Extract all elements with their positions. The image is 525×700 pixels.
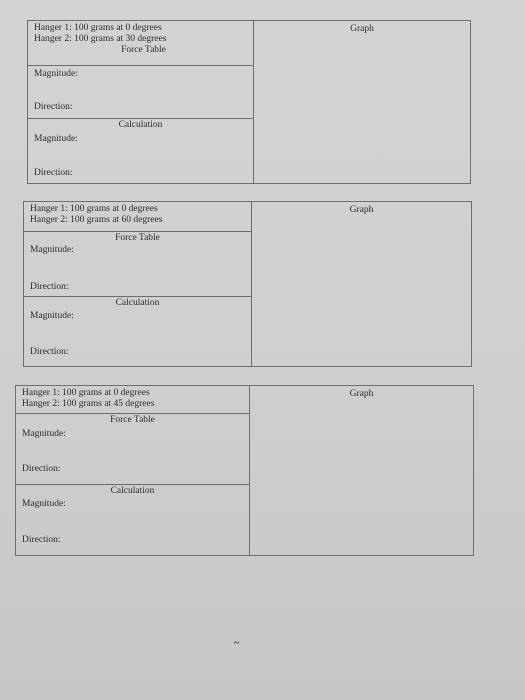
magnitude-label: Magnitude: [34,134,78,144]
calculation-results [24,297,251,366]
direction-label: Direction: [30,347,69,357]
page-mark: ~ [234,638,240,649]
calculation-label: Calculation [115,298,160,308]
hanger-1-text: Hanger 1: 100 grams at 0 degrees [30,204,158,214]
calculation-results [28,119,253,183]
graph-area [252,202,471,366]
calculation-label: Calculation [118,120,163,130]
magnitude-label: Magnitude: [34,69,78,79]
direction-label: Direction: [22,464,61,474]
calculation-results [16,485,249,555]
hanger-1-text: Hanger 1: 100 grams at 0 degrees [22,388,150,398]
experiment-block-1 [27,20,471,184]
force-table-panel [24,202,252,366]
graph-label: Graph [349,389,374,399]
force-table-results [16,414,249,485]
hanger-2-text: Hanger 2: 100 grams at 30 degrees [34,34,167,44]
direction-label: Direction: [34,102,73,112]
experiment-block-3 [15,385,474,556]
hanger-2-text: Hanger 2: 100 grams at 45 degrees [22,399,155,409]
hanger-header [24,202,251,232]
magnitude-label: Magnitude: [22,499,66,509]
force-table-panel [28,21,254,183]
graph-area [254,21,470,183]
magnitude-label: Magnitude: [30,245,74,255]
magnitude-label: Magnitude: [22,429,66,439]
force-table-panel [16,386,250,555]
graph-label: Graph [350,24,374,34]
direction-label: Direction: [22,535,61,545]
experiment-block-2 [23,201,472,367]
hanger-header [28,21,253,66]
direction-label: Direction: [34,168,73,178]
direction-label: Direction: [30,282,69,292]
graph-area [250,386,473,555]
calculation-label: Calculation [110,486,155,496]
force-table-label: Force Table [110,415,155,425]
graph-label: Graph [349,205,374,215]
force-table-results [28,66,253,119]
force-table-label: Force Table [121,45,166,55]
magnitude-label: Magnitude: [30,311,74,321]
hanger-1-text: Hanger 1: 100 grams at 0 degrees [34,23,162,33]
hanger-2-text: Hanger 2: 100 grams at 60 degrees [30,215,163,225]
force-table-results [24,232,251,297]
force-table-label: Force Table [115,233,160,243]
hanger-header [16,386,249,414]
